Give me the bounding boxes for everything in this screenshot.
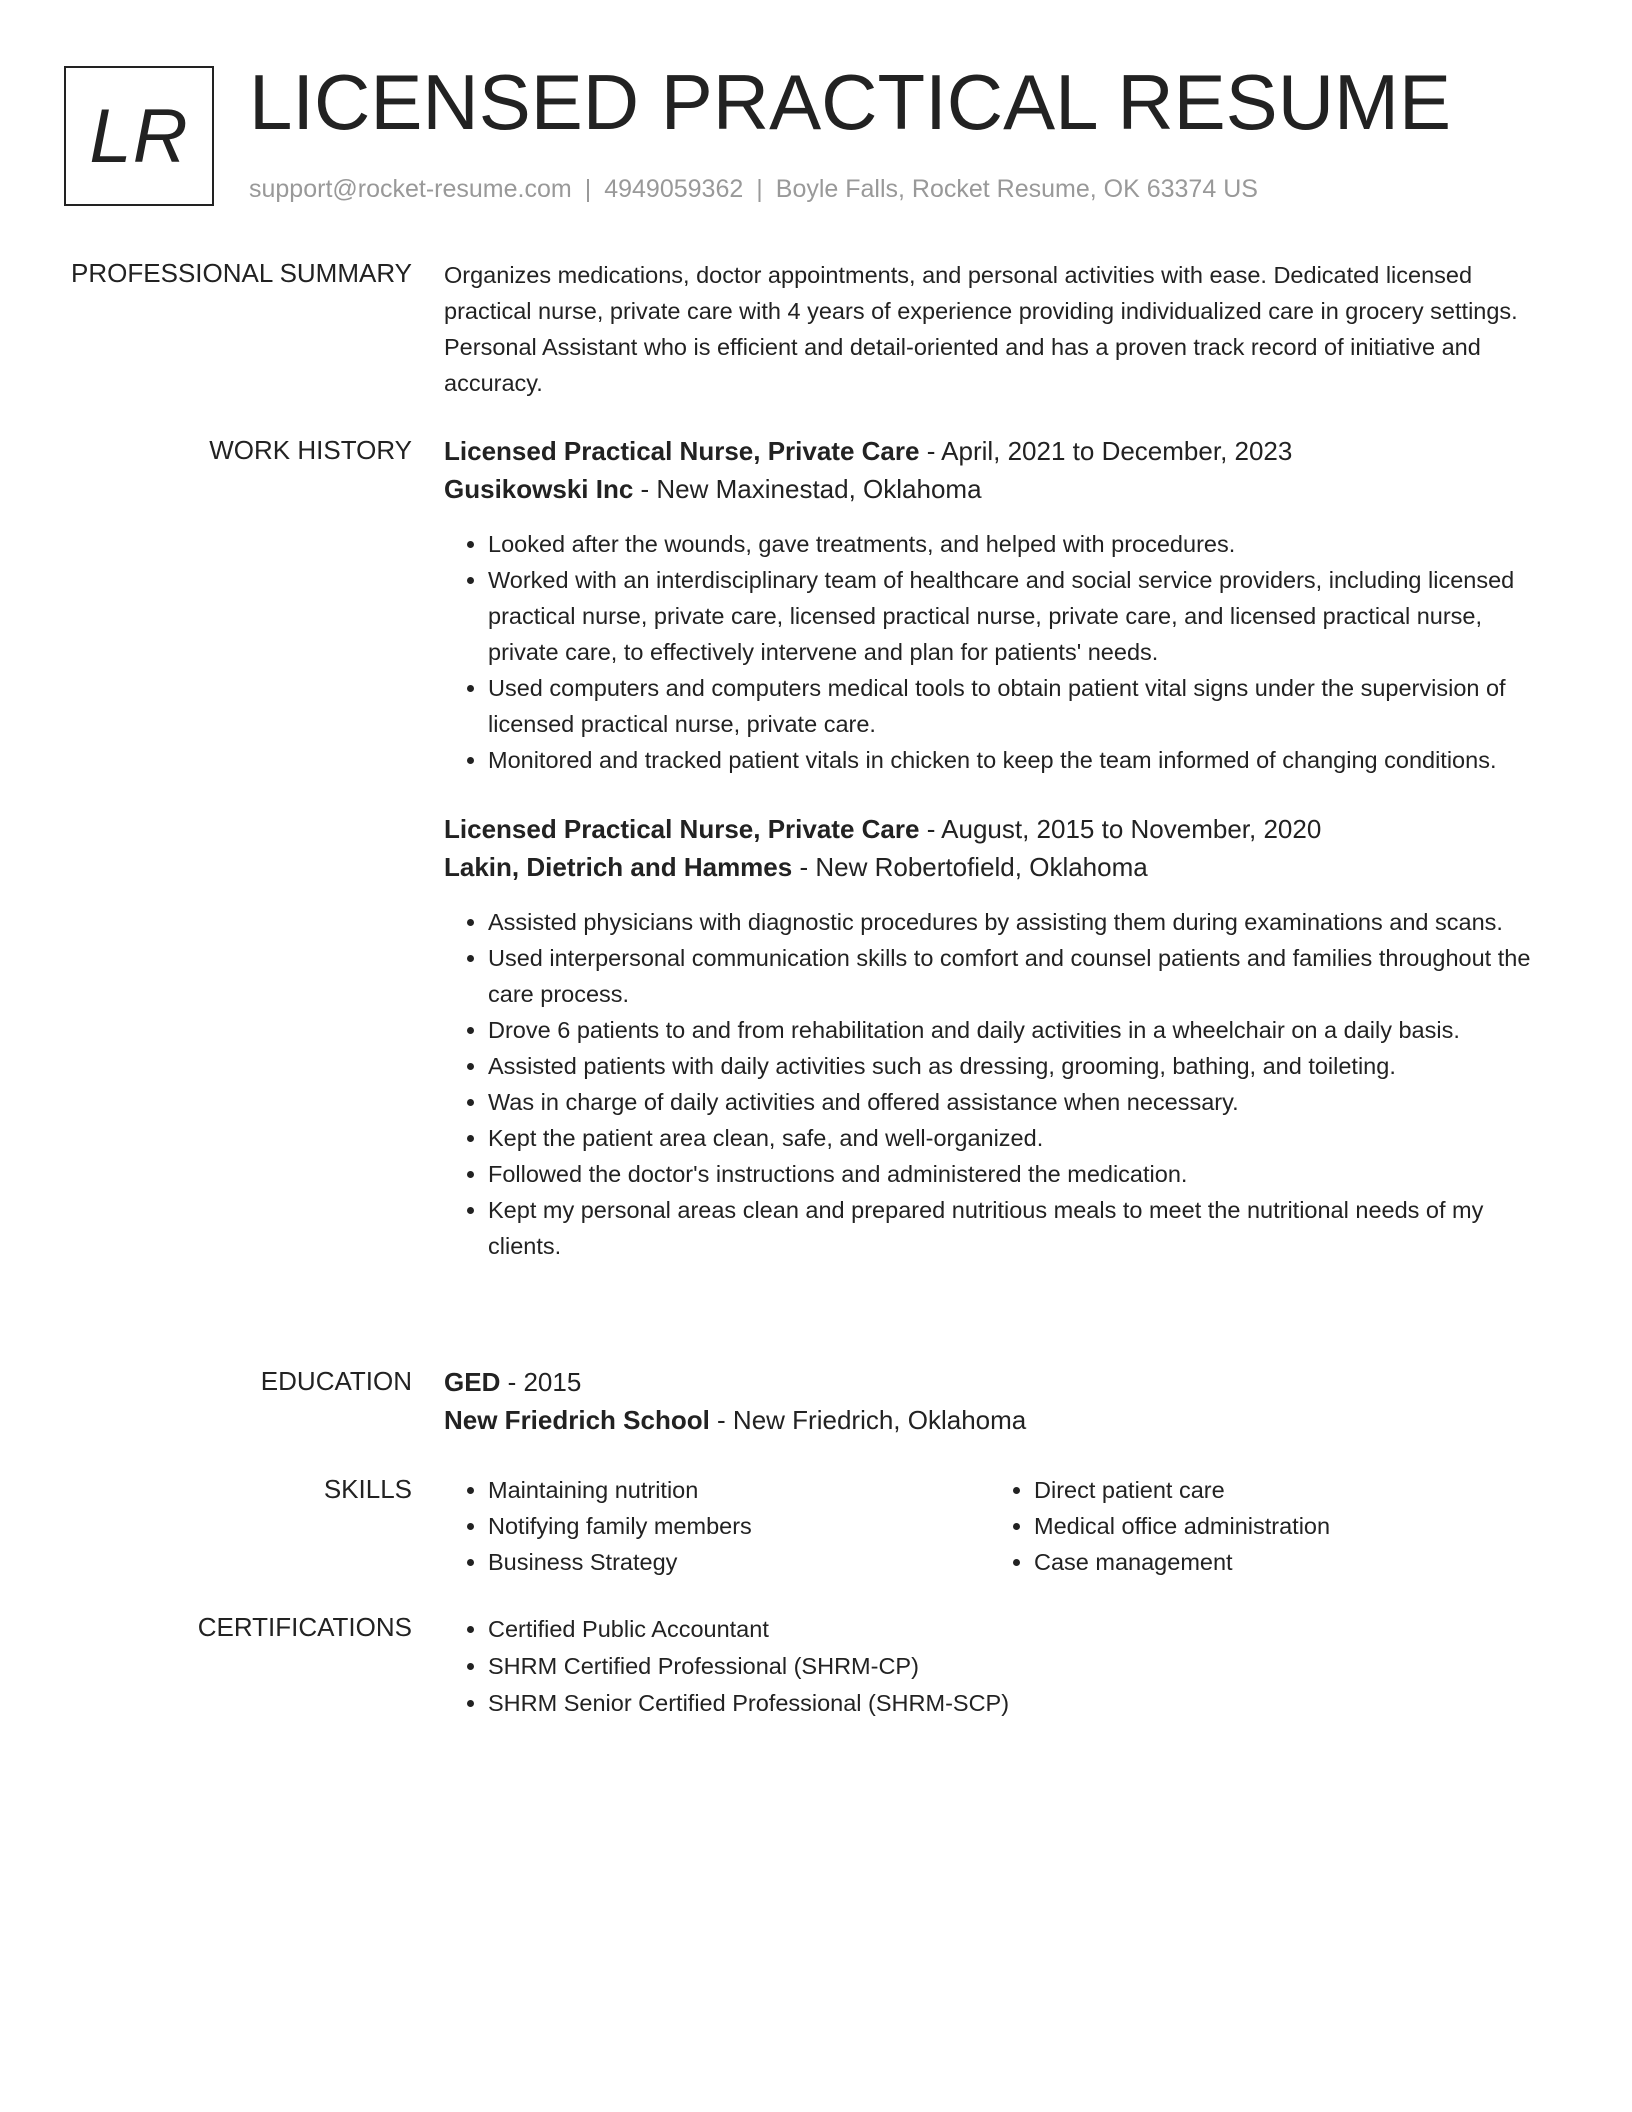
contact-email[interactable]: support@rocket-resume.com: [249, 175, 572, 203]
list-item: • Assisted physicians with diagnostic procedures by assisting them during examinations and scans.: [488, 904, 1554, 940]
job-company-line: [444, 470, 1554, 508]
job-title-line: [444, 810, 1554, 848]
job-title: Licensed Practical Nurse, Private Care: [444, 814, 920, 844]
contact-separator: |: [584, 175, 592, 203]
education-year: - 2015: [500, 1367, 582, 1397]
job-company: Lakin, Dietrich and Hammes: [444, 852, 793, 882]
list-item: • Case management: [1034, 1544, 1536, 1580]
section-heading: CERTIFICATIONS: [197, 1612, 412, 1642]
list-item: • Looked after the wounds, gave treatments, and helped with procedures.: [488, 526, 1554, 562]
list-item: • SHRM Certified Professional (SHRM-CP): [488, 1648, 1554, 1685]
section-heading: SKILLS: [323, 1474, 412, 1504]
contact-line: [249, 173, 1258, 205]
contact-phone[interactable]: 4949059362: [604, 175, 744, 203]
contact-address: Boyle Falls, Rocket Resume, OK 63374 US: [775, 175, 1258, 203]
job-company-line: [444, 848, 1554, 886]
list-item: • Drove 6 patients to and from rehabilitation and daily activities in a wheelchair on a daily basis.: [488, 1012, 1554, 1048]
job-duties-list: [444, 904, 1554, 1264]
education-school: New Friedrich School: [444, 1405, 710, 1435]
job-entry: [444, 432, 1554, 778]
list-item: • Medical office administration: [1034, 1508, 1536, 1544]
education-school-line: [444, 1401, 1554, 1439]
list-item: • Kept my personal areas clean and prepared nutritious meals to meet the nutritional needs of my clients.: [488, 1192, 1554, 1264]
skills-list-right: [990, 1472, 1536, 1580]
list-item: • Business Strategy: [488, 1544, 990, 1580]
job-dates: - April, 2021 to December, 2023: [919, 436, 1293, 466]
section-heading: PROFESSIONAL SUMMARY: [71, 258, 412, 288]
summary-text: Organizes medications, doctor appointments, and personal activities with ease. Dedicated licensed practical nurse, private care with 4 years of experience providing individualized care in grocery settings. Personal Assistant who is efficient and detail-oriented and has a proven track record of initiative and accuracy.: [444, 262, 1518, 396]
job-location: - New Robertofield, Oklahoma: [792, 852, 1148, 882]
list-item: • Certified Public Accountant: [488, 1611, 1554, 1648]
job-title-line: [444, 432, 1554, 470]
education-degree: GED: [444, 1367, 501, 1397]
skills-list-left: [444, 1472, 990, 1580]
job-entry: [444, 810, 1554, 1264]
list-item: • Used interpersonal communication skills to comfort and counsel patients and families throughout the care process.: [488, 940, 1554, 1012]
list-item: • Direct patient care: [1034, 1472, 1536, 1508]
list-item: • Assisted patients with daily activities such as dressing, grooming, bathing, and toileting.: [488, 1048, 1554, 1084]
section-heading: WORK HISTORY: [209, 435, 412, 465]
list-item: • Monitored and tracked patient vitals in chicken to keep the team informed of changing conditions.: [488, 742, 1554, 778]
job-location: - New Maxinestad, Oklahoma: [633, 474, 982, 504]
education-location: - New Friedrich, Oklahoma: [709, 1405, 1027, 1435]
list-item: • Worked with an interdisciplinary team of healthcare and social service providers, including licensed practical nurse, private care, licensed practical nurse, private care, and licensed practical nurse, private care, to effectively intervene and plan for patients' needs.: [488, 562, 1554, 670]
job-dates: - August, 2015 to November, 2020: [919, 814, 1322, 844]
section-heading: EDUCATION: [260, 1366, 412, 1396]
list-item: • Kept the patient area clean, safe, and well-organized.: [488, 1120, 1554, 1156]
resume-title: LICENSED PRACTICAL RESUME: [249, 58, 1452, 146]
contact-separator: |: [756, 175, 763, 203]
job-duties-list: [444, 526, 1554, 778]
education-degree-line: [444, 1363, 1554, 1401]
list-item: • SHRM Senior Certified Professional (SHRM-SCP): [488, 1685, 1554, 1722]
list-item: • Followed the doctor's instructions and administered the medication.: [488, 1156, 1554, 1192]
job-title: Licensed Practical Nurse, Private Care: [444, 436, 920, 466]
list-item: • Was in charge of daily activities and offered assistance when necessary.: [488, 1084, 1554, 1120]
list-item: • Maintaining nutrition: [488, 1472, 990, 1508]
monogram-logo: LR: [64, 66, 214, 206]
list-item: • Used computers and computers medical tools to obtain patient vital signs under the supervision of licensed practical nurse, private care.: [488, 670, 1554, 742]
list-item: • Notifying family members: [488, 1508, 990, 1544]
certifications-list: [444, 1611, 1554, 1722]
job-company: Gusikowski Inc: [444, 474, 634, 504]
